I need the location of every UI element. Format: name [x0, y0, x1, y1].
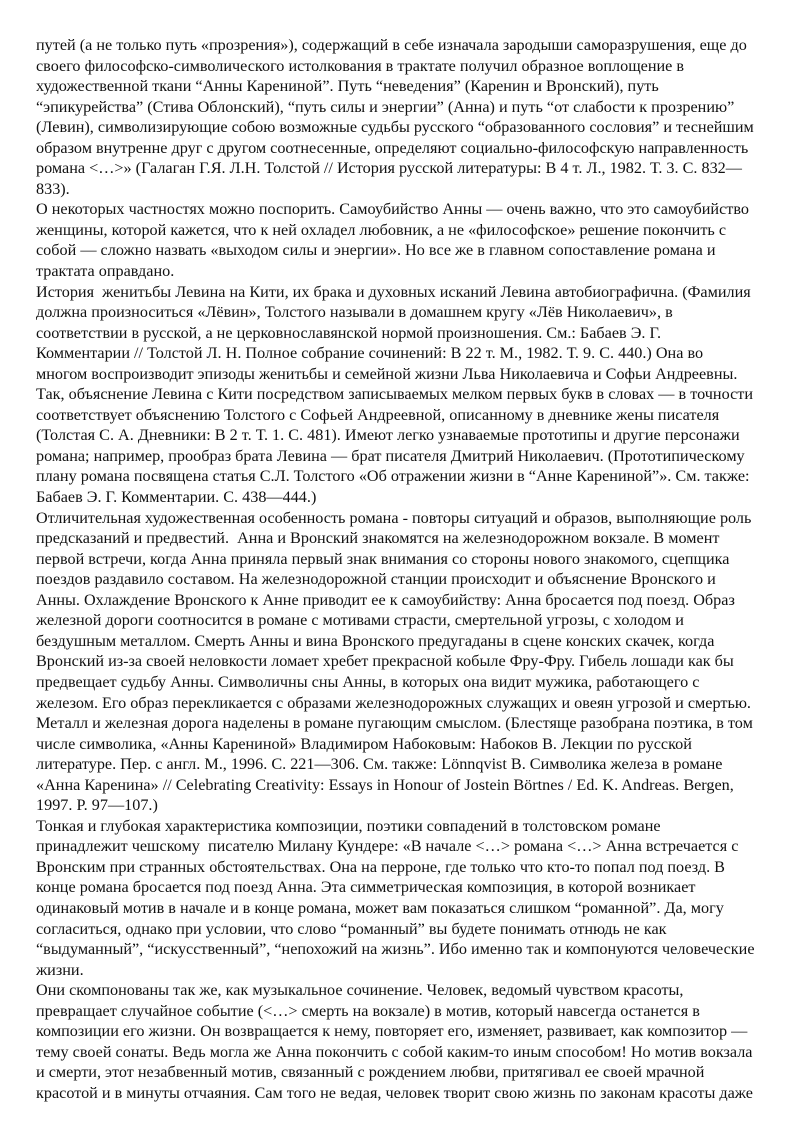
paragraph-suicide-remark: О некоторых частностях можно поспорить. Самоубийство Анны — очень важно, что это самоубийство женщины, которой кажется, что к ней охладел любовник, а не «философское» решение покончить с собой — сложно назвать «выходом силы и энергии». Но все же в главном сопоставление романа и трактата оправдано.	[36, 200, 749, 281]
paragraph-galagan-quote: путей (а не только путь «прозрения»), содержащий в себе изначала зародыши саморазрушения, еще до своего философско-символического истолкования в трактате получил образное воплощение в художественной ткани “Анны Карениной”. Путь “неведения” (Каренин и Вронский), путь “эпикурейства” (Стива Облонский), “путь силы и энергии” (Анна) и путь “от слабости к прозрению” (Левин), символизирующие собою возможные судьбы русского “образованного сословия” и теснейшим образом внутренне друг с другом соотнесенные, определяют социально-философскую направленность романа <…>» (Галаган Г.Я. Л.Н. Толстой // История русской литературы: В 4 т. Л., 1982. Т. 3. С. 832— 833).	[36, 36, 754, 198]
paragraph-repetitions-motifs: Отличительная художественная особенность романа - повторы ситуаций и образов, выполняющие роль предсказаний и предвестий. Анна и Вронский знакомятся на железнодорожном вокзале. В момент первой встречи, когда Анна приняла первый знак внимания со стороны нового знакомого, сцепщика поездов раздавило составом. На железнодорожной станции происходит и объяснение Вронского и Анны. Охлаждение Вронского к Анне приводит ее к самоубийству: Анна бросается под поезд. Образ железной дороги соотносится в романе с мотивами страсти, смертельной угрозы, с холодом и бездушным металлом. Смерть Анны и вина Вронского предугаданы в сцене конских скачек, когда Вронский из-за своей неловкости ломает хребет прекрасной кобыле Фру-Фру. Гибель лошади как бы предвещает судьбу Анны. Символичны сны Анны, в которых она видит мужика, работающего с железом. Его образ перекликается с образами железнодорожных служащих и овеян угрозой и смертью. Металл и железная дорога наделены в романе пугающим смыслом. (Блестяще разобрана поэтика, в том числе символика, «Анны Карениной» Владимиром Набоковым: Набоков В. Лекции по русской литературе. Пер. с англ. М., 1996. С. 221—306. См. также: Lönnqvist B. Символика железа в романе «Анна Каренина» // Celebrating Creativity: Essays in Honour of Jostein Börtnes / Ed. K. Andreas. Bergen, 1997. P. 97—107.)	[36, 508, 753, 815]
paragraph-musical-composition: Они скомпонованы так же, как музыкальное сочинение. Человек, ведомый чувством красоты, превращает случайное событие (<…> смерть на вокзале) в мотив, который навсегда останется в композиции его жизни. Он возвращается к нему, повторяет его, изменяет, развивает, как композитор — тему своей сонаты. Ведь могла же Анна покончить с собой каким-то иным способом! Но мотив вокзала и смерти, этот незабвенный мотив, связанный с рождением любви, притягивал ее своей мрачной красотой и в минуты отчаяния. Сам того не ведая, человек творит свою жизнь по законам красоты даже	[36, 981, 753, 1102]
paragraph-kundera-composition: Тонкая и глубокая характеристика композиции, поэтики совпадений в толстовском романе принадлежит чешскому писателю Милану Кундере: «В начале <…> романа <…> Анна встречается с Вронским при странных обстоятельствах. Она на перроне, где только что кто-то попал под поезд. В конце романа бросается под поезд Анна. Эта симметрическая композиция, в которой возникает одинаковый мотив в начале и в конце романа, может вам показаться слишком “романной”. Да, могу согласиться, однако при условии, что слово “романный” вы будете понимать отнюдь не как “выдуманный”, “искусственный”, “непохожий на жизнь”. Ибо именно так и компонуются человеческие жизни.	[36, 816, 755, 979]
paragraph-levin-biography: История женитьбы Левина на Кити, их брака и духовных исканий Левина автобиографична. (Фамилия должна произноситься «Лёвин», Толстого называли в домашнем кругу «Лёв Николаевич», в соответствии в русской, а не церковнославянской нормой произношения. См.: Бабаев Э. Г. Комментарии // Толстой Л. Н. Полное собрание сочинений: В 22 т. М., 1982. Т. 9. С. 440.) Она во многом воспроизводит эпизоды женитьбы и семейной жизни Льва Николаевича и Софьи Андреевны. Так, объяснение Левина с Кити посредством записываемых мелком первых букв в словах — в точности соответствует объяснению Толстого с Софьей Андреевной, описанному в дневнике жены писателя (Толстая С. А. Дневники: В 2 т. Т. 1. С. 481). Имеют легко узнаваемые прототипы и другие персонажи романа; например, прообраз брата Левина — брат писателя Дмитрий Николаевич. (Прототипическому плану романа посвящена статья С.Л. Толстого «Об отражении жизни в “Анне Карениной”». См. также: Бабаев Э. Г. Комментарии. С. 438—444.)	[36, 282, 753, 507]
document-page	[36, 35, 772, 1103]
